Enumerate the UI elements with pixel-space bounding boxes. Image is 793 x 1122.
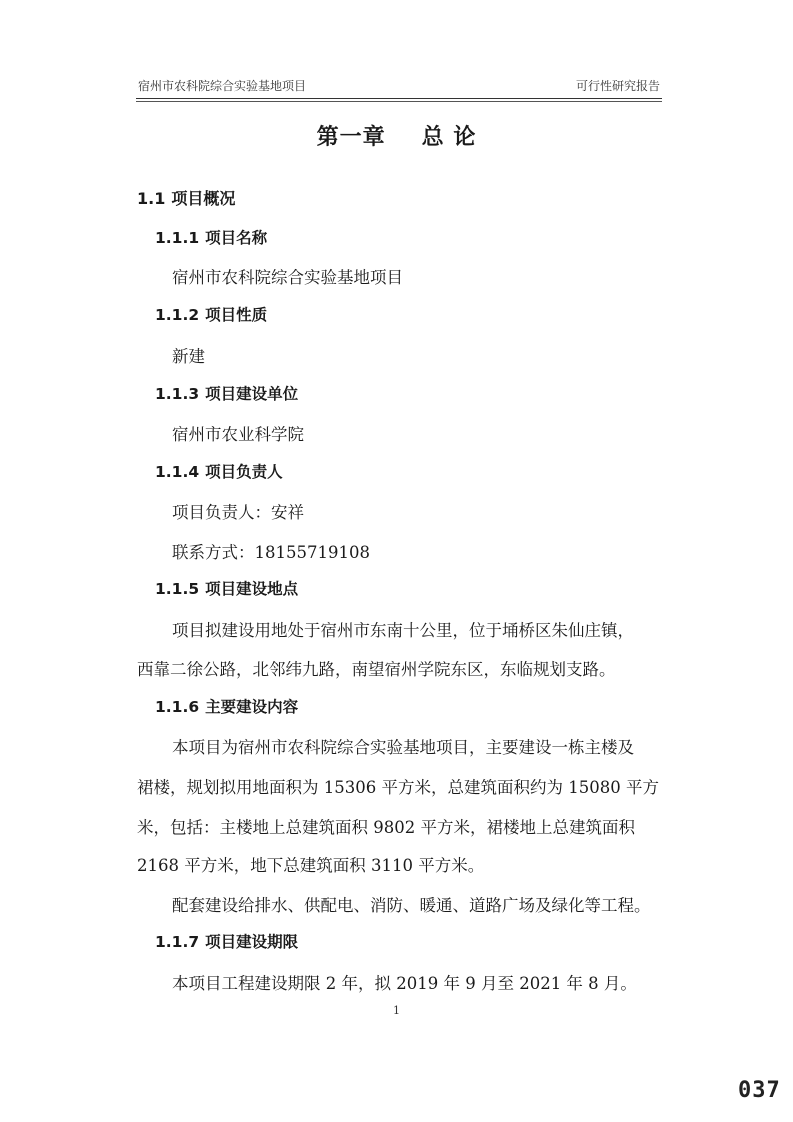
- contact-text: 联系方式：18155719108: [172, 543, 370, 562]
- subsection-number: 1.1.1: [155, 229, 200, 247]
- header-rule: [136, 98, 662, 99]
- subsection-title: 项目性质: [205, 306, 268, 324]
- subsection-heading-1-1-5: [155, 577, 298, 599]
- subsection-heading-1-1-1: [155, 226, 267, 248]
- page-number: 1: [393, 1004, 400, 1017]
- section-heading-1-1: [137, 186, 235, 209]
- construction-unit-text: 宿州市农业科学院: [172, 425, 304, 444]
- subsection-heading-1-1-4: [155, 460, 283, 482]
- subsection-number: 1.1.6: [155, 698, 200, 716]
- subsection-heading-1-1-2: [155, 303, 267, 325]
- content-text-line-5: 配套建设给排水、供配电、消防、暖通、道路广场及绿化等工程。: [172, 896, 651, 915]
- subsection-number: 1.1.4: [155, 463, 200, 481]
- subsection-number: 1.1.2: [155, 306, 200, 324]
- header-left-title: 宿州市农科院综合实验基地项目: [138, 79, 307, 93]
- section-title: 项目概况: [171, 189, 236, 208]
- project-nature-text: 新建: [172, 347, 205, 366]
- location-text-line-1: 项目拟建设用地处于宿州市东南十公里，位于埇桥区朱仙庄镇，: [172, 621, 634, 640]
- subsection-heading-1-1-6: [155, 695, 298, 717]
- subsection-title: 项目名称: [205, 229, 268, 247]
- chapter-title: 总 论: [421, 125, 477, 150]
- subsection-title: 项目建设单位: [205, 385, 299, 403]
- page-stamp: 037: [738, 1078, 781, 1103]
- subsection-number: 1.1.7: [155, 933, 200, 951]
- location-text-line-2: 西靠二徐公路，北邻纬九路，南望宿州学院东区，东临规划支路。: [137, 660, 616, 679]
- content-text-line-3: 米，包括：主楼地上总建筑面积 9802 平方米，裙楼地上总建筑面积: [137, 818, 635, 837]
- content-text-line-4: 2168 平方米，地下总建筑面积 3110 平方米。: [137, 856, 485, 875]
- subsection-number: 1.1.5: [155, 580, 200, 598]
- subsection-title: 项目负责人: [205, 463, 283, 481]
- chapter-heading: [0, 120, 793, 151]
- content-text-line-1: 本项目为宿州市农科院综合实验基地项目，主要建设一栋主楼及: [172, 738, 634, 757]
- subsection-heading-1-1-3: [155, 382, 298, 404]
- subsection-title: 项目建设地点: [205, 580, 299, 598]
- header-rule-thin: [136, 101, 662, 102]
- section-number: 1.1: [137, 189, 166, 208]
- chapter-number: 第一章: [316, 125, 386, 150]
- content-text-line-2: 裙楼，规划拟用地面积为 15306 平方米，总建筑面积约为 15080 平方: [137, 778, 659, 797]
- project-name-text: 宿州市农科院综合实验基地项目: [172, 268, 403, 287]
- schedule-text: 本项目工程建设期限 2 年，拟 2019 年 9 月至 2021 年 8 月。: [172, 974, 637, 993]
- responsible-person-text: 项目负责人：安祥: [172, 503, 304, 522]
- subsection-title: 主要建设内容: [205, 698, 299, 716]
- subsection-heading-1-1-7: [155, 930, 298, 952]
- subsection-title: 项目建设期限: [205, 933, 299, 951]
- subsection-number: 1.1.3: [155, 385, 200, 403]
- header-right-title: 可行性研究报告: [575, 79, 660, 93]
